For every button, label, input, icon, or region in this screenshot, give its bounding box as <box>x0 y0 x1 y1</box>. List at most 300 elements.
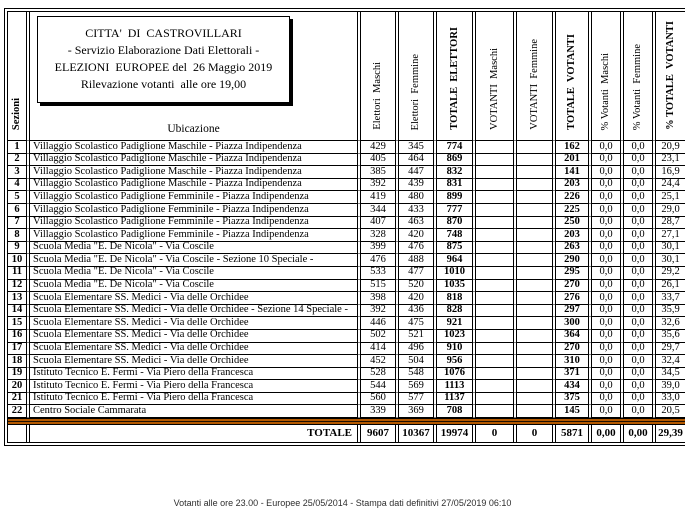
cell-totale-elettori: 1035 <box>437 280 476 293</box>
table-row <box>8 280 685 293</box>
cell-totale-votanti: 201 <box>556 154 592 167</box>
col-header-elettori-maschi-label: Elettori Maschi <box>372 62 384 130</box>
cell-pct-totale-votanti: 27,1 <box>656 229 685 242</box>
cell-pct-totale-votanti: 39,0 <box>656 380 685 393</box>
cell-totale-elettori: 708 <box>437 405 476 418</box>
cell-sezione: 22 <box>8 405 30 418</box>
cell-ubicazione: Villaggio Scolastico Padiglione Femminile - Piazza Indipendenza <box>30 217 361 230</box>
cell-elettori-maschi: 392 <box>361 179 399 192</box>
cell-sezione: 1 <box>8 141 30 154</box>
cell-sezione: 19 <box>8 368 30 381</box>
cell-sezione: 12 <box>8 280 30 293</box>
cell-elettori-femmine: 447 <box>399 166 437 179</box>
table-row <box>8 317 685 330</box>
table-row <box>8 229 685 242</box>
cell-pct-votanti-femmine: 0,0 <box>624 204 656 217</box>
table-row <box>8 191 685 204</box>
cell-elettori-femmine: 463 <box>399 217 437 230</box>
table-row <box>8 217 685 230</box>
cell-pct-totale-votanti: 32,6 <box>656 317 685 330</box>
cell-sezione: 20 <box>8 380 30 393</box>
table-row <box>8 141 685 154</box>
cell-elettori-femmine: 477 <box>399 267 437 280</box>
cell-elettori-femmine: 480 <box>399 191 437 204</box>
cell-votanti-maschi <box>476 393 517 406</box>
cell-elettori-femmine: 464 <box>399 154 437 167</box>
total-cell-totale-votanti: 5871 <box>556 425 592 442</box>
cell-votanti-maschi <box>476 204 517 217</box>
cell-pct-totale-votanti: 33,0 <box>656 393 685 406</box>
cell-sezione: 3 <box>8 166 30 179</box>
cell-votanti-femmine <box>517 154 556 167</box>
cell-pct-totale-votanti: 20,5 <box>656 405 685 418</box>
cell-pct-votanti-maschi: 0,0 <box>592 166 624 179</box>
table-row <box>8 204 685 217</box>
cell-ubicazione: Centro Sociale Cammarata <box>30 405 361 418</box>
col-header-totale-votanti-label: TOTALE VOTANTI <box>566 34 578 130</box>
cell-votanti-femmine <box>517 368 556 381</box>
cell-elettori-femmine: 488 <box>399 254 437 267</box>
cell-pct-totale-votanti: 29,7 <box>656 343 685 356</box>
cell-votanti-maschi <box>476 380 517 393</box>
cell-pct-votanti-femmine: 0,0 <box>624 393 656 406</box>
cell-votanti-maschi <box>476 191 517 204</box>
cell-votanti-maschi <box>476 292 517 305</box>
col-header-pct-totale-votanti-label: % TOTALE VOTANTI <box>664 21 676 130</box>
cell-totale-elettori: 818 <box>437 292 476 305</box>
cell-elettori-femmine: 476 <box>399 242 437 255</box>
cell-sezione: 17 <box>8 343 30 356</box>
cell-elettori-maschi: 502 <box>361 330 399 343</box>
cell-totale-elettori: 1023 <box>437 330 476 343</box>
election-report-table <box>4 8 685 446</box>
total-cell-sezioni <box>8 425 30 442</box>
cell-pct-votanti-maschi: 0,0 <box>592 292 624 305</box>
cell-pct-votanti-femmine: 0,0 <box>624 154 656 167</box>
cell-elettori-femmine: 569 <box>399 380 437 393</box>
cell-votanti-maschi <box>476 267 517 280</box>
cell-votanti-maschi <box>476 141 517 154</box>
cell-pct-totale-votanti: 30,1 <box>656 254 685 267</box>
cell-pct-votanti-maschi: 0,0 <box>592 368 624 381</box>
cell-elettori-maschi: 476 <box>361 254 399 267</box>
col-header-ubicazione <box>30 12 361 141</box>
cell-totale-votanti: 297 <box>556 305 592 318</box>
title-box <box>37 16 290 103</box>
cell-elettori-maschi: 385 <box>361 166 399 179</box>
cell-votanti-femmine <box>517 267 556 280</box>
cell-elettori-femmine: 433 <box>399 204 437 217</box>
cell-ubicazione: Scuola Elementare SS. Medici - Via delle Orchidee <box>30 317 361 330</box>
table-row <box>8 254 685 267</box>
cell-totale-elettori: 869 <box>437 154 476 167</box>
cell-totale-votanti: 375 <box>556 393 592 406</box>
cell-totale-votanti: 203 <box>556 179 592 192</box>
cell-elettori-maschi: 560 <box>361 393 399 406</box>
cell-votanti-femmine <box>517 166 556 179</box>
cell-totale-elettori: 1076 <box>437 368 476 381</box>
cell-ubicazione: Scuola Elementare SS. Medici - Via delle Orchidee <box>30 355 361 368</box>
cell-pct-votanti-maschi: 0,0 <box>592 305 624 318</box>
cell-sezione: 18 <box>8 355 30 368</box>
cell-votanti-femmine <box>517 179 556 192</box>
cell-totale-votanti: 300 <box>556 317 592 330</box>
cell-totale-elettori: 1137 <box>437 393 476 406</box>
cell-totale-votanti: 226 <box>556 191 592 204</box>
title-line-city: CITTA' DI CASTROVILLARI <box>85 26 242 40</box>
table-row <box>8 292 685 305</box>
total-cell-totale-elettori: 19974 <box>437 425 476 442</box>
cell-pct-votanti-maschi: 0,0 <box>592 343 624 356</box>
cell-votanti-femmine <box>517 217 556 230</box>
cell-totale-elettori: 956 <box>437 355 476 368</box>
cell-elettori-femmine: 420 <box>399 292 437 305</box>
cell-pct-totale-votanti: 34,5 <box>656 368 685 381</box>
cell-pct-totale-votanti: 32,4 <box>656 355 685 368</box>
cell-votanti-femmine <box>517 254 556 267</box>
cell-ubicazione: Istituto Tecnico E. Fermi - Via Piero della Francesca <box>30 380 361 393</box>
cell-sezione: 8 <box>8 229 30 242</box>
cell-pct-votanti-femmine: 0,0 <box>624 380 656 393</box>
cell-pct-votanti-femmine: 0,0 <box>624 280 656 293</box>
cell-sezione: 6 <box>8 204 30 217</box>
cell-totale-elettori: 921 <box>437 317 476 330</box>
footer-note: Votanti alle ore 23.00 - Europee 25/05/2014 - Stampa dati definitivi 27/05/2019 06:10 <box>173 498 512 508</box>
cell-votanti-maschi <box>476 179 517 192</box>
cell-totale-votanti: 250 <box>556 217 592 230</box>
cell-pct-totale-votanti: 16,9 <box>656 166 685 179</box>
cell-pct-votanti-femmine: 0,0 <box>624 292 656 305</box>
cell-totale-votanti: 145 <box>556 405 592 418</box>
cell-pct-votanti-femmine: 0,0 <box>624 355 656 368</box>
cell-votanti-maschi <box>476 229 517 242</box>
cell-votanti-femmine <box>517 229 556 242</box>
cell-totale-votanti: 270 <box>556 280 592 293</box>
table-row <box>8 242 685 255</box>
cell-pct-votanti-femmine: 0,0 <box>624 254 656 267</box>
table-row <box>8 305 685 318</box>
cell-totale-elettori: 910 <box>437 343 476 356</box>
cell-pct-votanti-maschi: 0,0 <box>592 179 624 192</box>
total-cell-votanti-femmine: 0 <box>517 425 556 442</box>
cell-pct-votanti-maschi: 0,0 <box>592 355 624 368</box>
cell-ubicazione: Scuola Media "E. De Nicola" - Via Coscile - Sezione 10 Speciale - <box>30 254 361 267</box>
cell-elettori-maschi: 405 <box>361 154 399 167</box>
table-header <box>8 12 685 141</box>
cell-elettori-maschi: 528 <box>361 368 399 381</box>
cell-pct-votanti-maschi: 0,0 <box>592 380 624 393</box>
cell-votanti-maschi <box>476 330 517 343</box>
cell-pct-votanti-femmine: 0,0 <box>624 305 656 318</box>
cell-votanti-maschi <box>476 242 517 255</box>
cell-elettori-femmine: 504 <box>399 355 437 368</box>
cell-elettori-femmine: 436 <box>399 305 437 318</box>
table-row <box>8 393 685 406</box>
cell-pct-votanti-femmine: 0,0 <box>624 405 656 418</box>
cell-pct-totale-votanti: 35,6 <box>656 330 685 343</box>
total-cell-pct-votanti-maschi: 0,00 <box>592 425 624 442</box>
cell-ubicazione: Villaggio Scolastico Padiglione Maschile - Piazza Indipendenza <box>30 179 361 192</box>
cell-pct-totale-votanti: 29,2 <box>656 267 685 280</box>
cell-pct-totale-votanti: 35,9 <box>656 305 685 318</box>
report-rows <box>8 141 685 418</box>
cell-votanti-maschi <box>476 317 517 330</box>
cell-pct-votanti-maschi: 0,0 <box>592 280 624 293</box>
cell-totale-votanti: 270 <box>556 343 592 356</box>
cell-totale-votanti: 310 <box>556 355 592 368</box>
cell-ubicazione: Villaggio Scolastico Padiglione Maschile - Piazza Indipendenza <box>30 154 361 167</box>
cell-votanti-femmine <box>517 204 556 217</box>
cell-elettori-maschi: 339 <box>361 405 399 418</box>
cell-elettori-maschi: 419 <box>361 191 399 204</box>
table-row <box>8 267 685 280</box>
cell-pct-totale-votanti: 30,1 <box>656 242 685 255</box>
col-header-pct-votanti-maschi-label: % Votanti Maschi <box>600 52 612 130</box>
cell-ubicazione: Villaggio Scolastico Padiglione Maschile - Piazza Indipendenza <box>30 141 361 154</box>
cell-totale-votanti: 162 <box>556 141 592 154</box>
cell-totale-elettori: 1010 <box>437 267 476 280</box>
cell-pct-votanti-maschi: 0,0 <box>592 217 624 230</box>
cell-pct-votanti-femmine: 0,0 <box>624 267 656 280</box>
total-cell-elettori-femmine: 10367 <box>399 425 437 442</box>
cell-sezione: 4 <box>8 179 30 192</box>
cell-pct-totale-votanti: 26,1 <box>656 280 685 293</box>
table-row <box>8 343 685 356</box>
cell-elettori-maschi: 399 <box>361 242 399 255</box>
cell-ubicazione: Scuola Elementare SS. Medici - Via delle Orchidee <box>30 330 361 343</box>
totals-row <box>8 425 685 442</box>
cell-pct-votanti-femmine: 0,0 <box>624 343 656 356</box>
cell-pct-totale-votanti: 25,1 <box>656 191 685 204</box>
cell-sezione: 7 <box>8 217 30 230</box>
totals-divider-band <box>8 418 685 425</box>
cell-pct-totale-votanti: 23,1 <box>656 154 685 167</box>
cell-elettori-femmine: 577 <box>399 393 437 406</box>
cell-totale-elettori: 774 <box>437 141 476 154</box>
col-header-pct-votanti-femmine <box>624 12 656 141</box>
cell-votanti-femmine <box>517 380 556 393</box>
col-header-pct-totale-votanti <box>656 12 685 141</box>
cell-elettori-femmine: 496 <box>399 343 437 356</box>
cell-elettori-maschi: 328 <box>361 229 399 242</box>
totals-divider <box>8 418 685 425</box>
col-header-elettori-femmine <box>399 12 437 141</box>
cell-totale-votanti: 225 <box>556 204 592 217</box>
cell-ubicazione: Scuola Media "E. De Nicola" - Via Coscile <box>30 242 361 255</box>
title-line-service: - Servizio Elaborazione Dati Elettorali - <box>67 43 260 57</box>
ubicazione-header-area <box>30 12 357 135</box>
col-header-pct-votanti-maschi <box>592 12 624 141</box>
cell-votanti-maschi <box>476 280 517 293</box>
cell-sezione: 15 <box>8 317 30 330</box>
cell-elettori-maschi: 414 <box>361 343 399 356</box>
cell-elettori-femmine: 439 <box>399 179 437 192</box>
cell-votanti-femmine <box>517 355 556 368</box>
cell-elettori-maschi: 344 <box>361 204 399 217</box>
table-row <box>8 330 685 343</box>
cell-pct-totale-votanti: 29,0 <box>656 204 685 217</box>
cell-totale-votanti: 276 <box>556 292 592 305</box>
title-line-survey: Rilevazione votanti alle ore 19,00 <box>80 77 247 91</box>
cell-votanti-maschi <box>476 166 517 179</box>
cell-pct-votanti-femmine: 0,0 <box>624 179 656 192</box>
cell-ubicazione: Istituto Tecnico E. Fermi - Via Piero della Francesca <box>30 393 361 406</box>
cell-elettori-maschi: 446 <box>361 317 399 330</box>
cell-pct-votanti-maschi: 0,0 <box>592 254 624 267</box>
cell-pct-totale-votanti: 33,7 <box>656 292 685 305</box>
cell-sezione: 10 <box>8 254 30 267</box>
cell-pct-votanti-femmine: 0,0 <box>624 166 656 179</box>
col-header-totale-elettori-label: TOTALE ELETTORI <box>448 27 460 130</box>
cell-elettori-maschi: 544 <box>361 380 399 393</box>
cell-sezione: 14 <box>8 305 30 318</box>
cell-ubicazione: Villaggio Scolastico Padiglione Maschile - Piazza Indipendenza <box>30 166 361 179</box>
header-row <box>8 12 685 141</box>
cell-votanti-femmine <box>517 317 556 330</box>
cell-pct-votanti-maschi: 0,0 <box>592 267 624 280</box>
cell-totale-elettori: 777 <box>437 204 476 217</box>
cell-pct-votanti-femmine: 0,0 <box>624 317 656 330</box>
cell-sezione: 13 <box>8 292 30 305</box>
col-header-elettori-maschi <box>361 12 399 141</box>
cell-pct-votanti-femmine: 0,0 <box>624 141 656 154</box>
cell-pct-totale-votanti: 24,4 <box>656 179 685 192</box>
cell-votanti-femmine <box>517 141 556 154</box>
cell-totale-votanti: 364 <box>556 330 592 343</box>
cell-pct-votanti-maschi: 0,0 <box>592 393 624 406</box>
cell-votanti-maschi <box>476 217 517 230</box>
cell-elettori-femmine: 521 <box>399 330 437 343</box>
cell-pct-votanti-femmine: 0,0 <box>624 368 656 381</box>
cell-ubicazione: Scuola Media "E. De Nicola" - Via Coscile <box>30 267 361 280</box>
cell-pct-votanti-femmine: 0,0 <box>624 229 656 242</box>
cell-totale-votanti: 434 <box>556 380 592 393</box>
cell-elettori-maschi: 398 <box>361 292 399 305</box>
cell-elettori-femmine: 420 <box>399 229 437 242</box>
cell-elettori-maschi: 429 <box>361 141 399 154</box>
cell-pct-votanti-femmine: 0,0 <box>624 217 656 230</box>
cell-elettori-femmine: 475 <box>399 317 437 330</box>
cell-ubicazione: Scuola Media "E. De Nicola" - Via Coscile <box>30 280 361 293</box>
cell-totale-votanti: 141 <box>556 166 592 179</box>
cell-sezione: 2 <box>8 154 30 167</box>
cell-votanti-maschi <box>476 154 517 167</box>
cell-totale-elettori: 1113 <box>437 380 476 393</box>
cell-ubicazione: Scuola Elementare SS. Medici - Via delle Orchidee <box>30 343 361 356</box>
cell-pct-votanti-maschi: 0,0 <box>592 330 624 343</box>
col-header-votanti-femmine <box>517 12 556 141</box>
cell-totale-votanti: 371 <box>556 368 592 381</box>
col-header-sezioni-label: Sezioni <box>11 97 23 130</box>
cell-votanti-femmine <box>517 405 556 418</box>
cell-totale-votanti: 295 <box>556 267 592 280</box>
cell-totale-elettori: 748 <box>437 229 476 242</box>
total-cell-pct-votanti-femmine: 0,00 <box>624 425 656 442</box>
cell-pct-votanti-maschi: 0,0 <box>592 229 624 242</box>
cell-sezione: 21 <box>8 393 30 406</box>
cell-ubicazione: Villaggio Scolastico Padiglione Femminile - Piazza Indipendenza <box>30 204 361 217</box>
cell-votanti-femmine <box>517 242 556 255</box>
cell-totale-elettori: 828 <box>437 305 476 318</box>
col-header-totale-elettori <box>437 12 476 141</box>
cell-votanti-femmine <box>517 305 556 318</box>
col-header-elettori-femmine-label: Elettori Femmine <box>410 53 422 130</box>
col-header-pct-votanti-femmine-label: % Votanti Femmine <box>632 43 644 130</box>
cell-pct-votanti-maschi: 0,0 <box>592 405 624 418</box>
cell-votanti-maschi <box>476 305 517 318</box>
cell-totale-elettori: 870 <box>437 217 476 230</box>
col-header-votanti-femmine-label: VOTANTI Femmine <box>528 39 540 130</box>
col-header-ubicazione-label: Ubicazione <box>167 123 220 135</box>
cell-totale-votanti: 203 <box>556 229 592 242</box>
table-row <box>8 166 685 179</box>
cell-ubicazione: Villaggio Scolastico Padiglione Femminile - Piazza Indipendenza <box>30 191 361 204</box>
cell-elettori-maschi: 452 <box>361 355 399 368</box>
cell-elettori-femmine: 520 <box>399 280 437 293</box>
table-row <box>8 380 685 393</box>
cell-votanti-maschi <box>476 254 517 267</box>
cell-elettori-femmine: 345 <box>399 141 437 154</box>
cell-totale-votanti: 290 <box>556 254 592 267</box>
cell-pct-votanti-maschi: 0,0 <box>592 141 624 154</box>
cell-elettori-femmine: 369 <box>399 405 437 418</box>
cell-totale-elettori: 831 <box>437 179 476 192</box>
total-cell-votanti-maschi: 0 <box>476 425 517 442</box>
cell-pct-votanti-maschi: 0,0 <box>592 317 624 330</box>
cell-totale-elettori: 899 <box>437 191 476 204</box>
cell-totale-elettori: 832 <box>437 166 476 179</box>
cell-votanti-femmine <box>517 292 556 305</box>
col-header-votanti-maschi-label: VOTANTI Maschi <box>488 48 500 130</box>
cell-elettori-maschi: 407 <box>361 217 399 230</box>
table-row <box>8 368 685 381</box>
cell-elettori-maschi: 392 <box>361 305 399 318</box>
table-row <box>8 154 685 167</box>
cell-totale-votanti: 263 <box>556 242 592 255</box>
table-row <box>8 355 685 368</box>
title-line-election: ELEZIONI EUROPEE del 26 Maggio 2019 <box>54 60 273 74</box>
cell-pct-votanti-maschi: 0,0 <box>592 242 624 255</box>
cell-ubicazione: Scuola Elementare SS. Medici - Via delle Orchidee - Sezione 14 Speciale - <box>30 305 361 318</box>
cell-votanti-femmine <box>517 343 556 356</box>
cell-elettori-femmine: 548 <box>399 368 437 381</box>
total-cell-pct-totale-votanti: 29,39 <box>658 427 683 440</box>
cell-votanti-femmine <box>517 280 556 293</box>
cell-votanti-femmine <box>517 393 556 406</box>
cell-ubicazione: Scuola Elementare SS. Medici - Via delle Orchidee <box>30 292 361 305</box>
cell-elettori-maschi: 533 <box>361 267 399 280</box>
cell-ubicazione: Istituto Tecnico E. Fermi - Via Piero della Francesca <box>30 368 361 381</box>
cell-votanti-femmine <box>517 191 556 204</box>
cell-pct-votanti-femmine: 0,0 <box>624 191 656 204</box>
cell-elettori-maschi: 515 <box>361 280 399 293</box>
total-label: TOTALE <box>30 425 361 442</box>
cell-sezione: 9 <box>8 242 30 255</box>
table-row <box>8 405 685 418</box>
cell-votanti-maschi <box>476 355 517 368</box>
table-row <box>8 179 685 192</box>
col-header-votanti-maschi <box>476 12 517 141</box>
total-cell-elettori-maschi: 9607 <box>361 425 399 442</box>
cell-pct-votanti-maschi: 0,0 <box>592 204 624 217</box>
col-header-sezioni <box>8 12 30 141</box>
cell-pct-totale-votanti: 20,9 <box>656 141 685 154</box>
cell-votanti-maschi <box>476 405 517 418</box>
cell-votanti-maschi <box>476 343 517 356</box>
cell-pct-votanti-maschi: 0,0 <box>592 191 624 204</box>
cell-pct-votanti-maschi: 0,0 <box>592 154 624 167</box>
col-header-totale-votanti <box>556 12 592 141</box>
